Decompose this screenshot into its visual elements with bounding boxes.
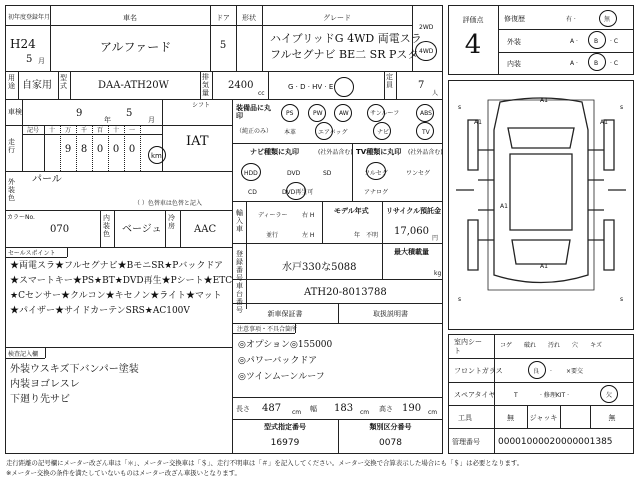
equip-abs: ABS <box>420 110 432 117</box>
ext-opt-b: B <box>594 38 599 45</box>
navi-dvd-play-circle <box>286 182 306 200</box>
sales-point: ★スマートキー★PS★BT★DVD再生★Pシート★ETC <box>10 276 233 286</box>
car-name: アルファード <box>100 40 172 54</box>
width-value: 183 <box>334 403 354 414</box>
seat-label: 室内シート <box>454 338 482 355</box>
chassis-label: 車台番号 <box>236 282 243 314</box>
footer-note-2: ※メーター交換の条件を満たしていないものはメーター改ざん車扱いとなります。 <box>6 469 241 477</box>
mileage-km-circle <box>148 146 166 164</box>
equip-tv-circle <box>416 122 434 140</box>
equip-aw: AW <box>339 110 349 117</box>
diagram-s: s <box>458 296 462 303</box>
repair-label: 修復歴 <box>504 15 525 23</box>
first-reg-label: 初年度登録年月 <box>8 14 51 21</box>
navi-hdd-circle <box>241 163 261 181</box>
seat-opt: 穴 <box>572 342 579 349</box>
sales-point: ★パイザー★サイドカーテンSRS★AC100V <box>10 306 190 316</box>
seat-opt: 破れ <box>524 342 537 349</box>
navi-dvd-play: DVD再生可 <box>282 189 314 196</box>
reg-no-value: 水戸330な5088 <box>282 262 357 273</box>
jack-value: 無 <box>608 414 616 422</box>
inspector-label: 検査記入欄 <box>8 351 39 358</box>
inspection-month: 5 <box>126 108 133 119</box>
tv-oneseg: ワンセグ <box>406 170 431 177</box>
shift-label: シフト <box>192 102 211 109</box>
car-outline-diagram <box>448 80 634 330</box>
fuel-options: G · D · HV · E <box>288 83 334 91</box>
mileage-digit: 9 <box>64 144 72 155</box>
mileage-unit-cell: 万 <box>64 127 71 134</box>
length-value: 487 <box>262 403 282 414</box>
int-opt-c: · C <box>610 60 619 67</box>
control-value: 00001000020000001385 <box>498 437 613 447</box>
model-year-label: モデル年式 <box>334 207 369 215</box>
mileage-unit: km <box>151 152 162 160</box>
grade-line1: ハイブリッドG 4WD 両電スラ <box>270 32 422 45</box>
note-item: ◎パワーバックドア <box>238 356 318 366</box>
seat-opt: キズ <box>590 342 602 349</box>
diagram-s: s <box>620 296 624 303</box>
type-cert-label: 型式指定番号 <box>264 423 306 431</box>
sales-point: ★Cセンサー★クルコン★キセノン★ライト★マット <box>10 291 222 301</box>
displacement-unit: cc <box>258 90 265 97</box>
recycle-label: リサイクル預託金 <box>386 207 442 215</box>
sales-point: ★両電スラ★フルセグナビ★BモニSR★Pバックドア <box>10 261 224 271</box>
navi-label: ナビ種類に丸印 <box>250 148 299 156</box>
length-label: 長さ <box>236 405 250 413</box>
color-no-label: カラーNo. <box>7 214 35 221</box>
glass-opt-replace: ×要交 <box>566 368 584 375</box>
exterior-label: 外装色 <box>8 178 15 202</box>
equip-sunroof: サンルーフ <box>370 110 400 117</box>
model-value: DAA-ATH20W <box>98 80 169 91</box>
notes-list <box>238 337 332 385</box>
tv-analog: アナログ <box>364 189 389 196</box>
max-load-unit: kg <box>434 270 442 277</box>
tv-sub: (社外品含む) <box>408 149 443 156</box>
tools-value: 無 <box>507 414 514 422</box>
note-item: ◎ツインムーンルーフ <box>238 372 325 382</box>
grade-line2: フルセグナビ BE二 SR Pスタ <box>270 48 419 61</box>
dealer-label: ディーラー <box>258 212 288 219</box>
shape-label: 形状 <box>242 14 256 22</box>
mileage-unit-cell: 百 <box>96 127 103 134</box>
mileage-digits <box>60 144 140 156</box>
equip-pw: PW <box>313 110 323 117</box>
int-b-circle <box>588 53 606 71</box>
diagram-s: s <box>620 104 624 111</box>
equip-tv: TV <box>422 129 430 136</box>
mileage-unit-cell: 千 <box>80 127 87 134</box>
spare-opt-t: T <box>514 392 518 399</box>
color-no-value: 070 <box>50 224 70 235</box>
height-label: 高さ <box>379 405 393 413</box>
ext-opt-a: A · <box>570 38 578 45</box>
jack-label: ジャッキ <box>529 414 558 422</box>
sales-label: セールスポイント <box>8 250 56 257</box>
tv-fullseg-circle <box>366 162 386 180</box>
diagram-mark: A1 <box>540 263 548 270</box>
mileage-digit: 0 <box>96 144 104 155</box>
drive-4wd-circle <box>415 41 437 61</box>
diagram-s: s <box>458 104 462 111</box>
height-value: 190 <box>402 403 422 414</box>
equip-navi: ナビ <box>377 129 390 136</box>
score-value: 4 <box>464 30 482 60</box>
recycle-unit: 円 <box>432 235 439 242</box>
hand-left: 左 H <box>302 232 315 239</box>
seat-options <box>500 342 602 349</box>
length-unit: cm <box>292 409 302 416</box>
class-value: 0078 <box>379 438 402 448</box>
mileage-digit: 0 <box>112 144 120 155</box>
exterior-value: パール <box>32 174 62 185</box>
color-note: （ ）色替車は色替と記入 <box>134 200 202 207</box>
inspection-year-unit: 年 <box>104 116 111 124</box>
int-label: 内装 <box>507 60 521 68</box>
equip-airbag-circle <box>315 122 333 140</box>
glass-good-circle <box>528 361 546 379</box>
diagram-mark: A1 <box>500 203 508 210</box>
class-label: 類別区分番号 <box>369 423 412 431</box>
warranty-label: 新車保証書 <box>267 310 303 318</box>
mileage-label: 走行 <box>8 138 15 154</box>
max-load-label: 最大積載量 <box>394 248 429 256</box>
equip-ps-circle <box>281 104 299 122</box>
capacity-label: 定員 <box>386 73 393 89</box>
mileage-digit: 0 <box>128 144 136 155</box>
equip-sunroof-circle <box>367 104 385 122</box>
ac-label: 冷房 <box>168 214 175 230</box>
reg-no-label: 登録番号 <box>236 250 243 282</box>
width-label: 幅 <box>310 405 317 413</box>
month-unit: 月 <box>38 57 45 65</box>
navi-sub: (社外品含む) <box>318 149 353 156</box>
model-label: 型式 <box>60 74 67 90</box>
height-unit: cm <box>428 409 438 416</box>
import-label: 輸入車 <box>236 209 243 233</box>
navi-sd: SD <box>323 170 332 177</box>
chassis-value: ATH20-8013788 <box>304 287 387 298</box>
drive-2wd: 2WD <box>419 24 434 31</box>
int-opt-b: B <box>594 60 599 67</box>
tools-label: 工具 <box>458 414 472 422</box>
recycle-value: 17,060 <box>394 226 429 237</box>
inspection-label: 車検 <box>8 108 22 116</box>
seat-opt: コゲ <box>500 342 513 349</box>
equip-aw-circle <box>334 104 352 122</box>
spare-opt-kit: · 修理KIT · <box>540 392 569 399</box>
use-label: 用途 <box>8 74 15 90</box>
mileage-unit-cell: 十 <box>112 127 119 134</box>
equip-navi-circle <box>373 122 391 140</box>
interior-value: ベージュ <box>122 224 162 235</box>
glass-opt-good: 良 <box>533 368 540 375</box>
mileage-unit-cell: 一 <box>128 127 135 134</box>
grade-label: グレード <box>323 14 351 22</box>
control-label: 管理番号 <box>452 438 480 446</box>
hand-right: 右 H <box>302 212 315 219</box>
capacity-value: 7 <box>418 80 425 91</box>
diagram-mark: A1 <box>600 119 608 126</box>
ext-label: 外装 <box>507 38 521 46</box>
inspector-note: 内装ヨゴレスレ <box>10 379 80 390</box>
ext-b-circle <box>588 31 606 49</box>
mileage-unit-cell: 記号 <box>26 127 39 134</box>
glass-label: フロントガラス <box>454 367 503 375</box>
equip-airbag: エアバッグ <box>318 129 348 136</box>
ext-opt-c: · C <box>610 38 619 45</box>
doors-value: 5 <box>219 40 227 51</box>
navi-cd: CD <box>248 189 257 196</box>
footer-note-1: 走行距離の記号欄にメーター改ざん車は「＊」、メーター交換車は「＄」、走行不明車は「＃」を記入してください。メーター交換で合算表示した場合にも「＄」は必要となります。 <box>6 459 524 467</box>
spare-none-circle <box>600 385 618 403</box>
repair-opt-no: 無 <box>604 16 611 23</box>
inspection-month-unit: 月 <box>148 116 155 124</box>
repair-no-circle <box>599 10 617 27</box>
first-reg-month: 5 <box>26 54 33 65</box>
diagram-mark: A1 <box>474 119 482 126</box>
displacement-value: 2400 <box>228 80 254 91</box>
doors-label: ドア <box>216 14 230 22</box>
model-year-unknown: 年 不明 <box>354 232 379 239</box>
equip-label: 装備品に丸印 <box>236 104 271 120</box>
tv-fullseg: フルセグ <box>364 170 388 177</box>
drive-4wd: 4WD <box>419 48 434 55</box>
shift-value: IAT <box>186 134 209 149</box>
inspector-note: 外装ウスキズ下バンパー塗装 <box>10 364 139 375</box>
int-opt-a: A · <box>570 60 578 67</box>
sales-points-list <box>10 259 232 319</box>
capacity-unit: 人 <box>432 90 439 97</box>
note-item: ◎オプション◎155000 <box>238 340 333 350</box>
equip-abs-circle <box>416 104 434 122</box>
parallel-label: 並行 <box>266 232 279 239</box>
score-label: 評価点 <box>462 16 484 24</box>
spare-label: スペアタイヤ <box>454 391 496 399</box>
inspector-notes-list <box>10 362 139 407</box>
equip-pw-circle <box>308 104 326 122</box>
ac-value: AAC <box>194 224 217 235</box>
navi-dvd: DVD <box>287 170 301 177</box>
inspection-year: 9 <box>76 108 83 119</box>
displacement-label: 排気量 <box>202 73 209 97</box>
fuel-hv-circle <box>334 77 354 97</box>
manual-label: 取扱説明書 <box>373 310 408 318</box>
navi-hdd: HDD <box>244 170 258 177</box>
spare-opt-none: 欠 <box>606 392 613 399</box>
mileage-unit-cell: 十 <box>48 127 55 134</box>
first-reg-year: H24 <box>10 37 36 51</box>
equip-ps: PS <box>286 110 294 117</box>
glass-opt-dot: · <box>550 368 552 375</box>
width-unit: cm <box>360 409 370 416</box>
interior-label: 内装色 <box>103 214 110 238</box>
mileage-digit: 8 <box>80 144 88 155</box>
car-name-label: 車名 <box>123 14 137 22</box>
type-cert-value: 16979 <box>270 438 300 448</box>
equip-sub: （純正のみ） <box>236 128 273 135</box>
repair-opt-yes: 有 · <box>566 16 576 23</box>
seat-opt: 汚れ <box>548 342 561 349</box>
use-value: 自家用 <box>22 80 52 91</box>
inspector-note: 下廻り先サビ <box>10 394 70 405</box>
equip-leather: 本革 <box>284 129 297 136</box>
diagram-mark: A1 <box>540 97 548 104</box>
note-label: 注意事項・不具合箇所 <box>237 326 298 333</box>
tv-label: TV種類に丸印 <box>356 148 402 156</box>
